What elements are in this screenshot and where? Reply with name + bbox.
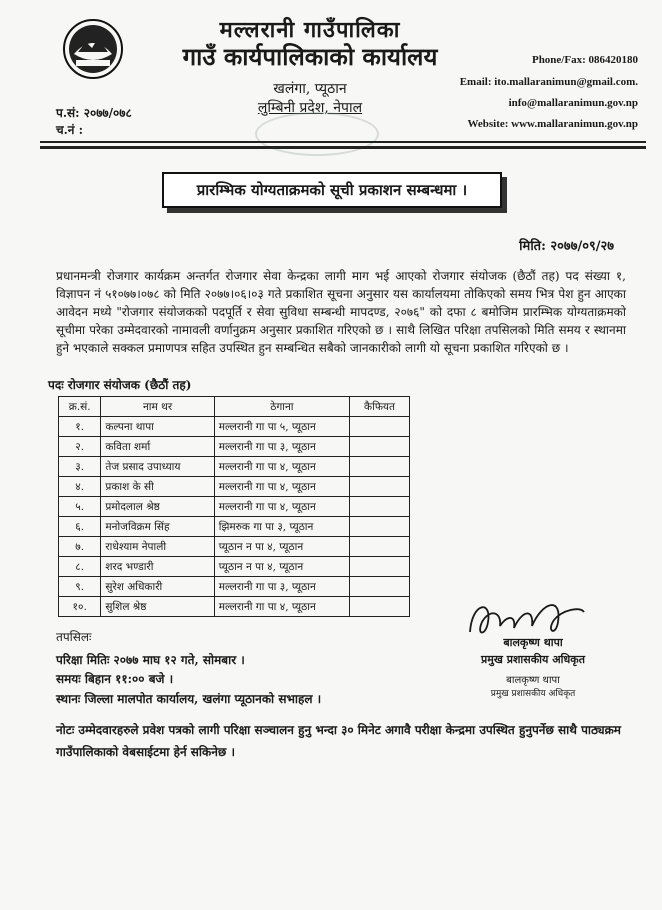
- col-address: ठेगाना: [214, 397, 349, 417]
- header-divider: [40, 141, 646, 143]
- table-row: [59, 457, 410, 477]
- table-row: [59, 557, 410, 577]
- table-row: [59, 477, 410, 497]
- row-name: सुशिल श्रेष्ठ: [101, 597, 214, 617]
- col-name: नाम थर: [101, 397, 214, 417]
- row-remarks: [350, 437, 410, 457]
- dispatch-number: च.नं :: [56, 123, 84, 137]
- table-row: [59, 577, 410, 597]
- row-remarks: [350, 577, 410, 597]
- website[interactable]: Website: www.mallaranimun.gov.np: [467, 118, 638, 130]
- row-name: कल्पना थापा: [101, 417, 214, 437]
- row-address: मल्लरानी गा पा ३, प्यूठान: [214, 577, 349, 597]
- candidate-table: [58, 396, 410, 617]
- row-remarks: [350, 597, 410, 617]
- office-name: मल्लरानी गाउँपालिका: [219, 17, 401, 43]
- table-row: [59, 537, 410, 557]
- details-heading: तपसिलः: [56, 630, 92, 644]
- email-primary[interactable]: Email: ito.mallaranimun@gmail.com.: [459, 76, 638, 88]
- exam-time: समयः बिहान ११:०० बजे ।: [56, 672, 174, 686]
- row-serial: १०.: [59, 597, 101, 617]
- email-secondary[interactable]: info@mallaranimun.gov.np: [508, 97, 638, 109]
- row-serial: १.: [59, 417, 101, 437]
- subject-box: प्रारम्भिक योग्यताक्रमको सूची प्रकाशन सम्बन्धमा ।: [162, 172, 502, 208]
- office-stamp: [255, 112, 379, 156]
- row-serial: ८.: [59, 557, 101, 577]
- row-remarks: [350, 537, 410, 557]
- signatory-title: प्रमुख प्रशासकीय अधिकृत: [481, 653, 585, 666]
- row-remarks: [350, 417, 410, 437]
- row-name: सुरेश अधिकारी: [101, 577, 214, 597]
- notice-body: प्रधानमन्त्री रोजगार कार्यक्रम अन्तर्गत रोजगार सेवा केन्द्रका लागी माग भई आएको रोजगार संयोजक (छैठौं तह) पद संख्या १, विज्ञापन नं ५१०७७।०७८ को मिति २०७७।०६।०३ गते प्रकाशित सूचना अनुसार यस कार्यालयमा तोकिएको समय भित्र पेश हुन आएका आवेदन मध्ये "रोजगार संयोजकको पदपूर्ति र सेवा सुविधा सम्बन्धी मापदण्ड, २०७६" को दफा ८ बमोजिम प्रारम्भिक योग्यताक्रमको सूचीमा परेका उम्मेदवारको नामावली वर्णानुक्रम अनुसार प्रकाशित गरिएको छ । साथै लिखित परिक्षा तपसिलको मिति समय र स्थानमा हुने भएकाले सक्कल प्रमाणपत्र सहित उपस्थित हुन सम्बन्धित सबैको जानकारीको लागी यो सूचना प्रकाशित गरिएको छ ।: [56, 269, 626, 355]
- row-serial: ३.: [59, 457, 101, 477]
- table-row: [59, 597, 410, 617]
- row-serial: २.: [59, 437, 101, 457]
- row-name: प्रमोदलाल श्रेष्ठ: [101, 497, 214, 517]
- table-row: [59, 497, 410, 517]
- row-serial: ६.: [59, 517, 101, 537]
- row-address: मल्लरानी गा पा ४, प्यूठान: [214, 497, 349, 517]
- row-serial: ९.: [59, 577, 101, 597]
- row-name: शरद भण्डारी: [101, 557, 214, 577]
- row-remarks: [350, 557, 410, 577]
- row-address: मल्लरानी गा पा ३, प्यूठान: [214, 437, 349, 457]
- row-name: मनोजविक्रम सिंह: [101, 517, 214, 537]
- row-serial: ४.: [59, 477, 101, 497]
- reference-number: प.सं: २०७७/०७८: [56, 106, 132, 120]
- row-serial: ७.: [59, 537, 101, 557]
- row-remarks: [350, 517, 410, 537]
- table-header-row: [59, 397, 410, 417]
- nepal-emblem-logo: [62, 18, 124, 80]
- row-address: झिमरुक गा पा ३, प्यूठान: [214, 517, 349, 537]
- phone-fax: Phone/Fax: 086420180: [531, 54, 638, 66]
- notice-date: मिति: २०७७/०९/२७: [519, 239, 614, 254]
- office-title: गाउँ कार्यपालिकाको कार्यालय: [182, 42, 438, 71]
- row-name: तेज प्रसाद उपाध्याय: [101, 457, 214, 477]
- header-divider-thick: [40, 146, 646, 149]
- notice-footnote: नोटः उम्मेदवारहरुले प्रवेश पत्रको लागी परिक्षा सञ्चालन हुनु भन्दा ३० मिनेट अगावै परीक्षा केन्द्रमा उपस्थित हुनुपर्नेछ साथै पाठ्यक्रम गाउँपालिकाको वेबसाईटमा हेर्न सकिनेछ ।: [56, 723, 621, 759]
- office-province: लुम्बिनी प्रदेश, नेपाल: [257, 100, 363, 116]
- office-address: खलंगा, प्यूठान: [273, 81, 347, 97]
- row-address: मल्लरानी गा पा ५, प्यूठान: [214, 417, 349, 437]
- row-address: प्यूठान न पा ४, प्यूठान: [214, 557, 349, 577]
- row-name: प्रकाश के सी: [101, 477, 214, 497]
- row-address: मल्लरानी गा पा ४, प्यूठान: [214, 597, 349, 617]
- signatory-stamp-name: बालकृष्ण थापा: [506, 675, 560, 686]
- row-name: कविता शर्मा: [101, 437, 214, 457]
- exam-date: परिक्षा मितिः २०७७ माघ १२ गते, सोमबार ।: [56, 653, 245, 667]
- exam-venue: स्थानः जिल्ला मालपोत कार्यालय, खलंगा प्यूठानको सभाहल ।: [56, 692, 322, 706]
- row-name: राधेश्याम नेपाली: [101, 537, 214, 557]
- row-address: मल्लरानी गा पा ४, प्यूठान: [214, 477, 349, 497]
- col-remarks: कैफियत: [350, 397, 410, 417]
- table-row: [59, 517, 410, 537]
- table-row: [59, 437, 410, 457]
- row-remarks: [350, 477, 410, 497]
- signatory-stamp-title: प्रमुख प्रशासकीय अधिकृत: [490, 689, 576, 699]
- post-title: पदः रोजगार संयोजक (छैठौं तह): [48, 378, 192, 392]
- signatory-name: बालकृष्ण थापा: [503, 636, 563, 649]
- table-row: [59, 417, 410, 437]
- row-remarks: [350, 457, 410, 477]
- col-serial: क्र.सं.: [59, 397, 101, 417]
- row-serial: ५.: [59, 497, 101, 517]
- row-remarks: [350, 497, 410, 517]
- row-address: प्यूठान न पा ४, प्यूठान: [214, 537, 349, 557]
- row-address: मल्लरानी गा पा ४, प्यूठान: [214, 457, 349, 477]
